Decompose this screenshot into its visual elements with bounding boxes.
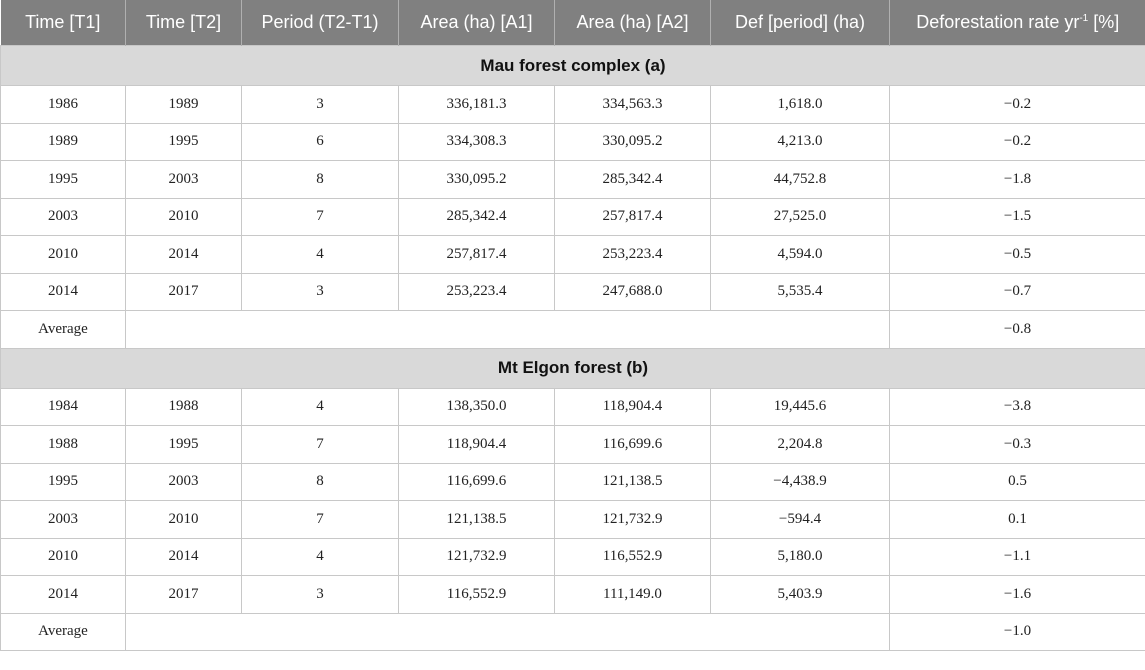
cell-def-period: 27,525.0 <box>711 198 890 236</box>
cell-time-t2: 2003 <box>126 463 242 501</box>
cell-period: 4 <box>242 388 399 426</box>
table-row <box>1 576 1145 614</box>
table-row <box>1 198 1145 236</box>
cell-def-period: 4,594.0 <box>711 236 890 274</box>
cell-area-a1: 257,817.4 <box>399 236 555 274</box>
average-label: Average <box>1 311 126 349</box>
cell-time-t2: 2017 <box>126 273 242 311</box>
table-row <box>1 501 1145 539</box>
header-row <box>1 0 1145 46</box>
cell-def-period: −594.4 <box>711 501 890 539</box>
cell-deforestation-rate: −1.1 <box>890 538 1145 576</box>
table-row <box>1 161 1145 199</box>
cell-time-t1: 1984 <box>1 388 126 426</box>
cell-time-t1: 1988 <box>1 426 126 464</box>
cell-period: 7 <box>242 198 399 236</box>
cell-area-a1: 118,904.4 <box>399 426 555 464</box>
cell-time-t1: 1995 <box>1 161 126 199</box>
section-header-row <box>1 46 1145 86</box>
cell-time-t1: 2014 <box>1 273 126 311</box>
table-row <box>1 273 1145 311</box>
cell-time-t1: 1995 <box>1 463 126 501</box>
cell-period: 7 <box>242 426 399 464</box>
cell-time-t1: 1989 <box>1 123 126 161</box>
header-def-period: Def [period] (ha) <box>711 0 890 46</box>
cell-area-a1: 121,732.9 <box>399 538 555 576</box>
table-row <box>1 236 1145 274</box>
cell-area-a2: 116,699.6 <box>555 426 711 464</box>
cell-area-a2: 257,817.4 <box>555 198 711 236</box>
average-empty-cell <box>126 613 890 651</box>
cell-area-a2: 253,223.4 <box>555 236 711 274</box>
header-rate-sup: -1 <box>1079 13 1089 24</box>
cell-period: 3 <box>242 273 399 311</box>
cell-def-period: 44,752.8 <box>711 161 890 199</box>
cell-period: 8 <box>242 161 399 199</box>
cell-deforestation-rate: −1.5 <box>890 198 1145 236</box>
cell-time-t2: 2017 <box>126 576 242 614</box>
cell-period: 4 <box>242 538 399 576</box>
cell-deforestation-rate: −0.2 <box>890 123 1145 161</box>
cell-area-a1: 334,308.3 <box>399 123 555 161</box>
section-title: Mau forest complex (a) <box>1 46 1145 86</box>
cell-def-period: 1,618.0 <box>711 86 890 124</box>
section-title: Mt Elgon forest (b) <box>1 348 1145 388</box>
cell-area-a1: 253,223.4 <box>399 273 555 311</box>
table-body <box>1 46 1145 651</box>
header-rate-suffix: [%] <box>1088 12 1120 32</box>
cell-area-a1: 116,552.9 <box>399 576 555 614</box>
header-area-a1: Area (ha) [A1] <box>399 0 555 46</box>
average-label: Average <box>1 613 126 651</box>
cell-area-a1: 116,699.6 <box>399 463 555 501</box>
cell-period: 7 <box>242 501 399 539</box>
cell-time-t2: 1988 <box>126 388 242 426</box>
cell-def-period: −4,438.9 <box>711 463 890 501</box>
header-rate-prefix: Deforestation rate yr <box>916 12 1080 32</box>
cell-deforestation-rate: −0.2 <box>890 86 1145 124</box>
cell-area-a2: 121,138.5 <box>555 463 711 501</box>
header-area-a2: Area (ha) [A2] <box>555 0 711 46</box>
cell-def-period: 5,180.0 <box>711 538 890 576</box>
cell-time-t1: 2003 <box>1 198 126 236</box>
cell-area-a2: 111,149.0 <box>555 576 711 614</box>
cell-area-a2: 247,688.0 <box>555 273 711 311</box>
cell-time-t2: 1995 <box>126 426 242 464</box>
cell-period: 8 <box>242 463 399 501</box>
average-row <box>1 311 1145 349</box>
cell-period: 3 <box>242 86 399 124</box>
cell-def-period: 4,213.0 <box>711 123 890 161</box>
cell-area-a2: 330,095.2 <box>555 123 711 161</box>
cell-area-a1: 336,181.3 <box>399 86 555 124</box>
cell-time-t2: 1995 <box>126 123 242 161</box>
cell-area-a1: 330,095.2 <box>399 161 555 199</box>
cell-area-a1: 138,350.0 <box>399 388 555 426</box>
cell-time-t1: 1986 <box>1 86 126 124</box>
table-row <box>1 538 1145 576</box>
average-value: −0.8 <box>890 311 1145 349</box>
cell-period: 6 <box>242 123 399 161</box>
table-row <box>1 388 1145 426</box>
cell-area-a1: 121,138.5 <box>399 501 555 539</box>
header-deforestation-rate <box>890 0 1145 46</box>
cell-area-a2: 121,732.9 <box>555 501 711 539</box>
cell-deforestation-rate: −1.6 <box>890 576 1145 614</box>
cell-time-t1: 2014 <box>1 576 126 614</box>
average-row <box>1 613 1145 651</box>
cell-time-t1: 2010 <box>1 236 126 274</box>
header-time-t2: Time [T2] <box>126 0 242 46</box>
cell-time-t2: 2014 <box>126 538 242 576</box>
cell-def-period: 5,403.9 <box>711 576 890 614</box>
cell-area-a2: 118,904.4 <box>555 388 711 426</box>
cell-time-t2: 1989 <box>126 86 242 124</box>
cell-time-t1: 2010 <box>1 538 126 576</box>
cell-def-period: 19,445.6 <box>711 388 890 426</box>
average-empty-cell <box>126 311 890 349</box>
cell-deforestation-rate: 0.5 <box>890 463 1145 501</box>
average-value: −1.0 <box>890 613 1145 651</box>
table-header <box>1 0 1145 46</box>
cell-period: 3 <box>242 576 399 614</box>
table-row <box>1 426 1145 464</box>
table-row <box>1 86 1145 124</box>
cell-def-period: 2,204.8 <box>711 426 890 464</box>
cell-time-t1: 2003 <box>1 501 126 539</box>
table-row <box>1 463 1145 501</box>
cell-area-a2: 116,552.9 <box>555 538 711 576</box>
cell-deforestation-rate: −3.8 <box>890 388 1145 426</box>
cell-time-t2: 2014 <box>126 236 242 274</box>
header-time-t1: Time [T1] <box>1 0 126 46</box>
cell-area-a2: 334,563.3 <box>555 86 711 124</box>
cell-time-t2: 2010 <box>126 501 242 539</box>
header-period: Period (T2-T1) <box>242 0 399 46</box>
cell-deforestation-rate: −0.5 <box>890 236 1145 274</box>
cell-deforestation-rate: −0.3 <box>890 426 1145 464</box>
cell-period: 4 <box>242 236 399 274</box>
cell-deforestation-rate: −0.7 <box>890 273 1145 311</box>
cell-time-t2: 2010 <box>126 198 242 236</box>
cell-time-t2: 2003 <box>126 161 242 199</box>
cell-deforestation-rate: 0.1 <box>890 501 1145 539</box>
cell-area-a1: 285,342.4 <box>399 198 555 236</box>
cell-area-a2: 285,342.4 <box>555 161 711 199</box>
cell-def-period: 5,535.4 <box>711 273 890 311</box>
cell-deforestation-rate: −1.8 <box>890 161 1145 199</box>
section-header-row <box>1 348 1145 388</box>
table-row <box>1 123 1145 161</box>
